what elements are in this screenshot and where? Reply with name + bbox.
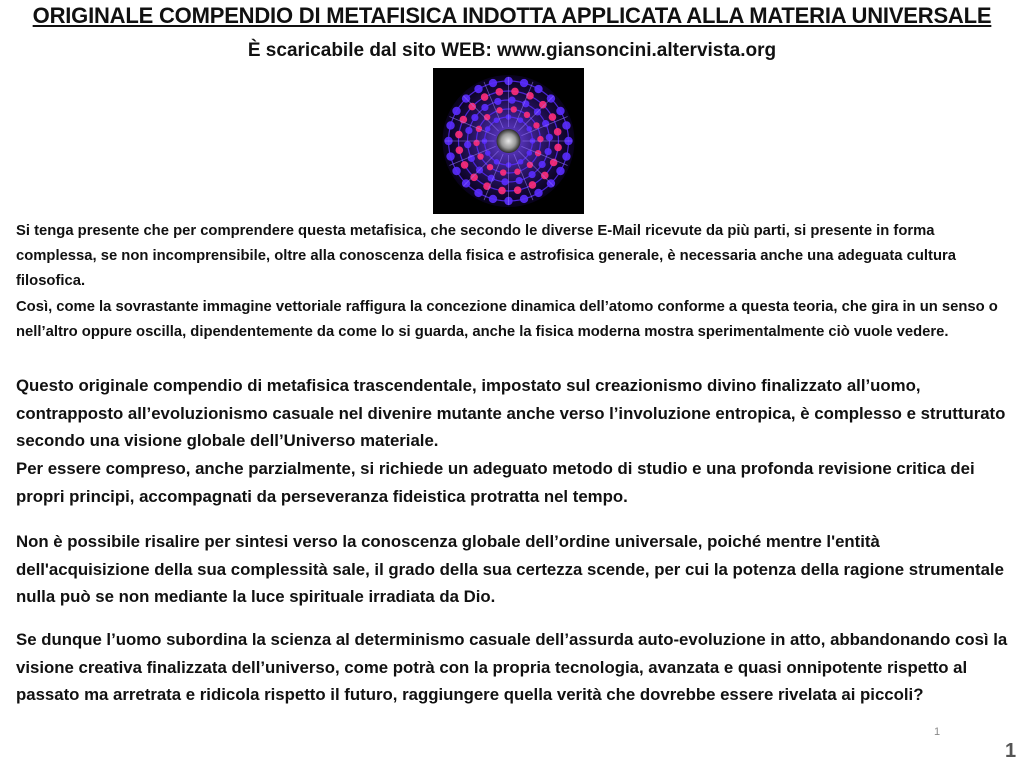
mandala-dot: [452, 107, 460, 115]
mandala-dot: [562, 121, 570, 129]
paragraph-science-question: Se dunque l’uomo subordina la scienza al determinismo casuale dell’assurda auto-evoluzione in atto, abbandonando così la visione creativa finalizzata dell’universo, come potrà con la propria tecnologia, avanzata e quasi onnipotente rispetto al passato ma arretrata e ridicola rispetto il futuro, raggiungere quella verità che dovrebbe essere rivelata ai piccoli?: [16, 630, 1008, 704]
paragraph-compendium: Questo originale compendio di metafisica trascendentale, impostato sul creazionismo divino finalizzato all’uomo, contrapposto all’evoluzionismo casuale nel divenire mutante anche verso l’involuzione entropica, è complesso e strutturato secondo una visione globale dell’Universo materiale.: [16, 376, 1006, 450]
mandala-dot: [500, 169, 506, 175]
mandala-dot: [514, 186, 522, 194]
mandala-dot: [556, 107, 564, 115]
paragraph-study-method: Per essere compreso, anche parzialmente, si richiede un adeguato metodo di studio e una profonda revisione critica dei propri principi, accompagnati da perseveranza fideistica protratta nel tempo.: [16, 459, 975, 506]
mandala-dot: [542, 120, 549, 127]
mandala-core: [497, 129, 521, 153]
mandala-dot: [534, 189, 542, 197]
mandala-dot: [549, 113, 557, 121]
mandala-dot: [485, 126, 491, 132]
mandala-dot: [514, 169, 520, 175]
mandala-dot: [496, 88, 504, 96]
mandala-dot: [489, 79, 497, 87]
paragraph-universal-order: Non è possibile risalire per sintesi verso la conoscenza globale dell’ordine universale, poiché mentre l'entità dell'acquisizione della sua complessità sale, il grado della sua certezza scende, per cui la potenza della ragione strumentale nulla può se non mediante la luce spirituale irradiata da Dio.: [16, 532, 1004, 606]
vector-atom-mandala-image: [433, 68, 584, 214]
mandala-dot: [511, 106, 517, 112]
mandala-dot: [539, 161, 546, 168]
mandala-dot: [452, 167, 460, 175]
mandala-dot: [501, 178, 508, 185]
mandala-dot: [481, 93, 489, 101]
mandala-dot: [487, 164, 493, 170]
mandala-dot: [528, 171, 535, 178]
slide-number: 1: [934, 726, 941, 738]
mandala-dot: [474, 189, 482, 197]
mandala-dot: [446, 152, 454, 160]
document-title: ORIGINALE COMPENDIO DI METAFISICA INDOTTA APPLICATA ALLA MATERIA UNIVERSALE: [32, 3, 992, 28]
mandala-dot: [494, 159, 500, 165]
mandala-dot: [526, 126, 532, 132]
page-number: 1: [1005, 740, 1017, 762]
mandala-dot: [494, 98, 501, 105]
mandala-dot: [511, 88, 519, 96]
mandala-dot: [541, 172, 549, 180]
mandala-dot: [508, 97, 515, 104]
mandala-dot: [498, 187, 506, 195]
mandala-dot: [461, 161, 469, 169]
website-subtitle: È scaricabile dal sito WEB: www.giansoncini.altervista.org: [247, 40, 777, 61]
mandala-dot: [464, 141, 471, 148]
mandala-dot: [474, 85, 482, 93]
mandala-dot: [533, 122, 539, 128]
mandala-dot: [539, 101, 547, 109]
mandala-dot: [496, 107, 502, 113]
mandala-dot: [529, 181, 537, 189]
mandala-dot: [456, 146, 464, 154]
mandala-dot: [470, 174, 478, 182]
mandala-dot: [471, 114, 478, 121]
mandala-dot: [554, 128, 562, 136]
mandala-dot: [518, 159, 524, 165]
mandala-dot: [455, 131, 463, 139]
mandala-dot: [489, 195, 497, 203]
mandala-dot: [545, 148, 552, 155]
mandala-dot: [554, 144, 562, 152]
mandala-dot: [546, 134, 553, 141]
mandala-dot: [446, 121, 454, 129]
mandala-dot: [524, 112, 530, 118]
mandala-dot: [485, 150, 491, 156]
mandala-dot: [518, 117, 524, 123]
mandala-dot: [468, 103, 476, 111]
mandala-dot: [520, 195, 528, 203]
mandala-dot: [468, 155, 475, 162]
mandala-dot: [534, 85, 542, 93]
mandala-dot: [465, 127, 472, 134]
mandala-dot: [527, 150, 533, 156]
mandala-dot: [481, 104, 488, 111]
mandala-dot: [516, 177, 523, 184]
mandala-dot: [556, 167, 564, 175]
mandala-dot: [477, 153, 483, 159]
paragraph-intro: Si tenga presente che per comprendere questa metafisica, che secondo le diverse E-Mail ricevute da più parti, si presente in forma complessa, se non incomprensibile, oltre alla conoscenza della fisica e astrofisica generale, è necessaria anche una adeguata cultura filosofica.: [16, 223, 956, 289]
paragraph-vector-image: Così, come la sovrastante immagine vettoriale raffigura la concezione dinamica dell’atomo conforme a questa teoria, che gira in un senso o nell’altro oppure oscilla, dipendentemente da come lo si guarda, anche la fisica moderna mostra sperimentalmente ciò vuole vedere.: [16, 299, 998, 340]
mandala-dot: [562, 152, 570, 160]
atom-image: [433, 68, 584, 214]
mandala-dot: [494, 117, 500, 123]
mandala-dot: [520, 79, 528, 87]
